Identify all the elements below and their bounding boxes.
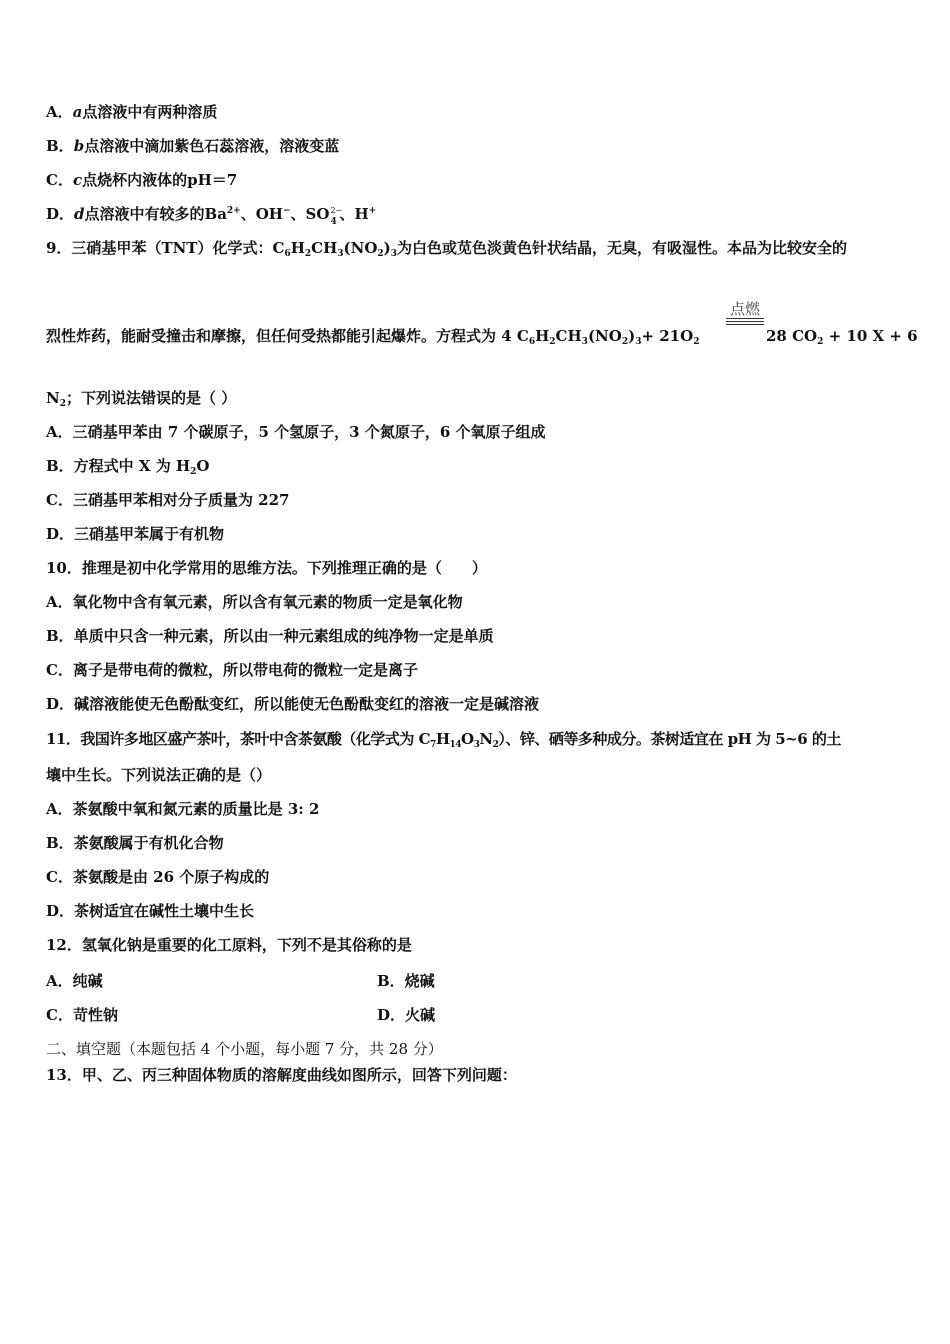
q11-option-c: C．茶氨酸是由 26 个原子构成的 [46,868,270,886]
q9-products: 28 $CO_2 + 10$ X + 6 [766,327,918,347]
q10-stem: 10．推理是初中化学常用的思维方法。下列推理正确的是（ ） [46,559,487,577]
q8-option-a: A．a点溶液中有两种溶质 [46,103,218,121]
equals-bar-bottom [726,324,764,325]
q10-option-d: D．碱溶液能使无色酚酞变红，所以能使无色酚酞变红的溶液一定是碱溶液 [46,695,540,713]
q12-option-b: B．烧碱 [377,972,435,990]
section-title-fill-blank: 二、填空题（本题包括 4 个小题，每小题 7 分，共 28 分） [46,1040,443,1058]
q13-stem: 13．甲、乙、丙三种固体物质的溶解度曲线如图所示，回答下列问题： [46,1066,517,1084]
q9-stem-end: $N_2$；下列说法错误的是（ ） [46,389,237,409]
q9-stem: 9．三硝基甲苯（TNT）化学式：$C_6H_2CH_3(NO_2)_3$为白色或苋色淡黄色针状结晶，无臭，有吸湿性。本品为比较安全的 [46,239,848,259]
q10-option-c: C．离子是带电荷的微粒，所以带电荷的微粒一定是离子 [46,661,418,679]
reaction-condition: 点燃 [729,300,760,318]
q8-option-d: D．d点溶液中有较多的$Ba^{2+}$、OH−、SO 2− 4 、H+ [46,205,377,227]
q8-option-c: C．c点烧杯内液体的pH＝7 [46,171,238,189]
q11-stem: 11．我国许多地区盛产茶叶，茶叶中含茶氨酸（化学式为 $C_7H_{14}O_3N_2$）、锌、硒等多种成分。茶树适宜在 pH 为 5~6 的土 [46,730,841,750]
q12-option-a: A．纯碱 [46,972,103,990]
q12-option-c: C．苛性钠 [46,1006,118,1024]
q12-option-d: D．火碱 [377,1006,436,1024]
q9-equation-line: 烈性炸药，能耐受撞击和摩擦，但任何受热都能引起爆炸。方程式为 4 $C_6H_2CH_3(NO_2)_3+ 21O_2$ [46,327,700,347]
q11-option-b: B．茶氨酸属于有机化合物 [46,834,224,852]
q10-option-b: B．单质中只含一种元素，所以由一种元素组成的纯净物一定是单质 [46,627,494,645]
q9-option-b: B．方程式中 X 为 $H_2O$ [46,457,210,477]
equals-bar-mid [726,321,764,322]
equals-bar-top [726,318,764,319]
q9-option-d: D．三硝基甲苯属于有机物 [46,525,225,543]
q8-option-b: B．b点溶液中滴加紫色石蕊溶液，溶液变蓝 [46,137,340,155]
q11-stem-cont: 壤中生长。下列说法正确的是（） [46,766,272,784]
q10-option-a: A．氧化物中含有氧元素，所以含有氧元素的物质一定是氧化物 [46,593,463,611]
q9-option-a: A．三硝基甲苯由 7 个碳原子，5 个氢原子，3 个氮原子，6 个氧原子组成 [46,423,546,441]
q11-option-d: D．茶树适宜在碱性土壤中生长 [46,902,255,920]
q12-stem: 12．氢氧化钠是重要的化工原料，下列不是其俗称的是 [46,936,412,954]
q11-option-a: A．茶氨酸中氧和氮元素的质量比是 3: 2 [46,800,320,818]
sulfate-sub-sup: 2− 4 [330,206,343,227]
q9-option-c: C．三硝基甲苯相对分子质量为 227 [46,491,290,509]
